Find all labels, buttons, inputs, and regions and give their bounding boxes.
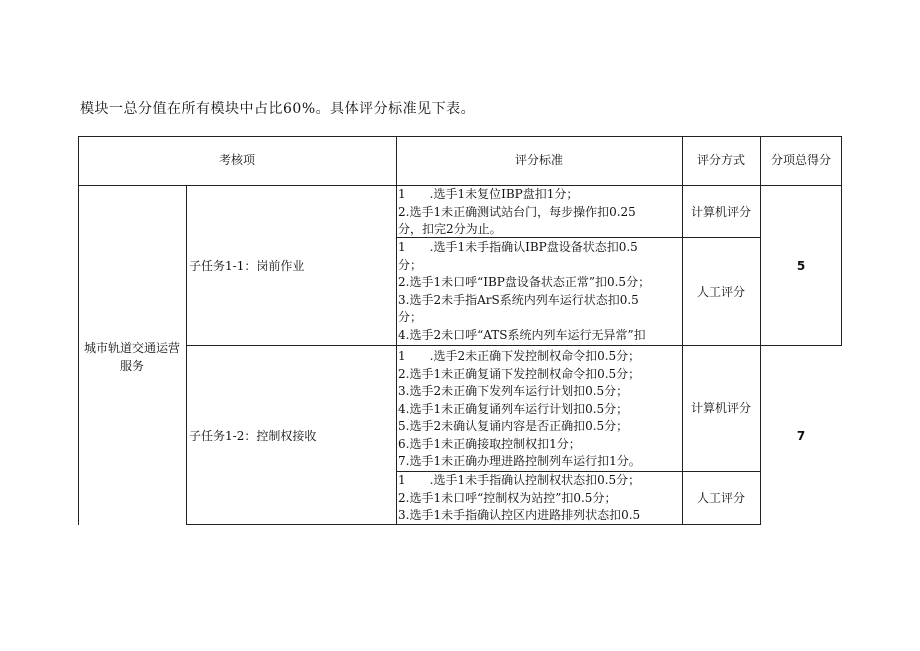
criteria-line: 3.选手2未手指ArS系统内列车运行状态扣0.5 [398, 292, 639, 307]
subtask-total-score: 5 [796, 259, 806, 273]
criteria-list [398, 472, 682, 525]
table-border-top [78, 136, 842, 137]
criteria-list [398, 186, 682, 239]
criteria-list [398, 239, 682, 344]
criteria-line: 1 .选手2未正确下发控制权命令扣0.5分； [398, 349, 641, 363]
criteria-line: 1 .选手1未手指确认IBP盘设备状态扣0.5 [398, 240, 638, 254]
scoring-method: 人工评分 [696, 285, 745, 299]
criteria-line: 2.选手1未口呼“IBP盘设备状态正常”扣0.5分； [398, 275, 651, 289]
criteria-line: 4.选手2未口呼“ATS系统内列车运行无异常”扣 [398, 327, 646, 342]
criteria-line: 1 .选手1未复位IBP盘扣1分； [398, 187, 579, 201]
criteria-line: 5.选手2未确认复诵内容是否正确扣0.5分； [398, 419, 629, 433]
criteria-line: 分，扣完2分为止。 [398, 222, 502, 236]
col-divider-criteria [396, 136, 397, 525]
criteria-line: 3.选手1未手指确认控区内进路排列状态扣0.5 [398, 508, 641, 522]
criteria-line: 2.选手1未正确测试站台门，每步操作扣0.25 [398, 204, 636, 219]
header-method: 评分方式 [696, 153, 745, 167]
criteria-line: 7.选手1未正确办理进路控制列车运行扣1分。 [398, 454, 641, 468]
criteria-line: 分； [398, 310, 423, 324]
header-score: 分项总得分 [770, 153, 831, 167]
header-criteria: 评分标准 [514, 153, 563, 167]
criteria-line: 1 .选手1未手指确认控制权状态扣0.5分； [398, 473, 641, 487]
criteria-list [398, 348, 682, 471]
criteria-line: 3.选手2未正确下发列车运行计划扣0.5分； [398, 384, 629, 398]
criteria-line: 2.选手1未正确复诵下发控制权命令扣0.5分； [398, 366, 641, 381]
scoring-method: 计算机评分 [690, 205, 751, 219]
subtask-name: 子任务1-1：岗前作业 [189, 259, 305, 273]
subtask-name: 子任务1-2：控制权接收 [189, 429, 317, 443]
header-item: 考核项 [218, 153, 255, 167]
col-divider-method [682, 136, 683, 525]
col-divider-subtask [186, 185, 187, 525]
col-divider-score [760, 136, 761, 525]
criteria-line: 2.选手1未口呼“控制权为站控”扣0.5分； [398, 490, 617, 505]
scoring-method: 人工评分 [696, 491, 745, 505]
table-border-left [78, 136, 79, 525]
subtask-total-score: 7 [796, 429, 806, 443]
module-name: 城市轨道交通运营服务 [83, 341, 180, 373]
criteria-line: 4.选手1未正确复诵列车运行计划扣0.5分； [398, 401, 629, 416]
criteria-line: 6.选手1未正确接取控制权扣1分； [398, 436, 581, 451]
criteria-line: 分； [398, 257, 423, 272]
divider-subtasks [186, 345, 842, 346]
scoring-method: 计算机评分 [690, 401, 751, 415]
intro-text: 模块一总分值在所有模块中占比60%。具体评分标准见下表。 [80, 101, 476, 117]
